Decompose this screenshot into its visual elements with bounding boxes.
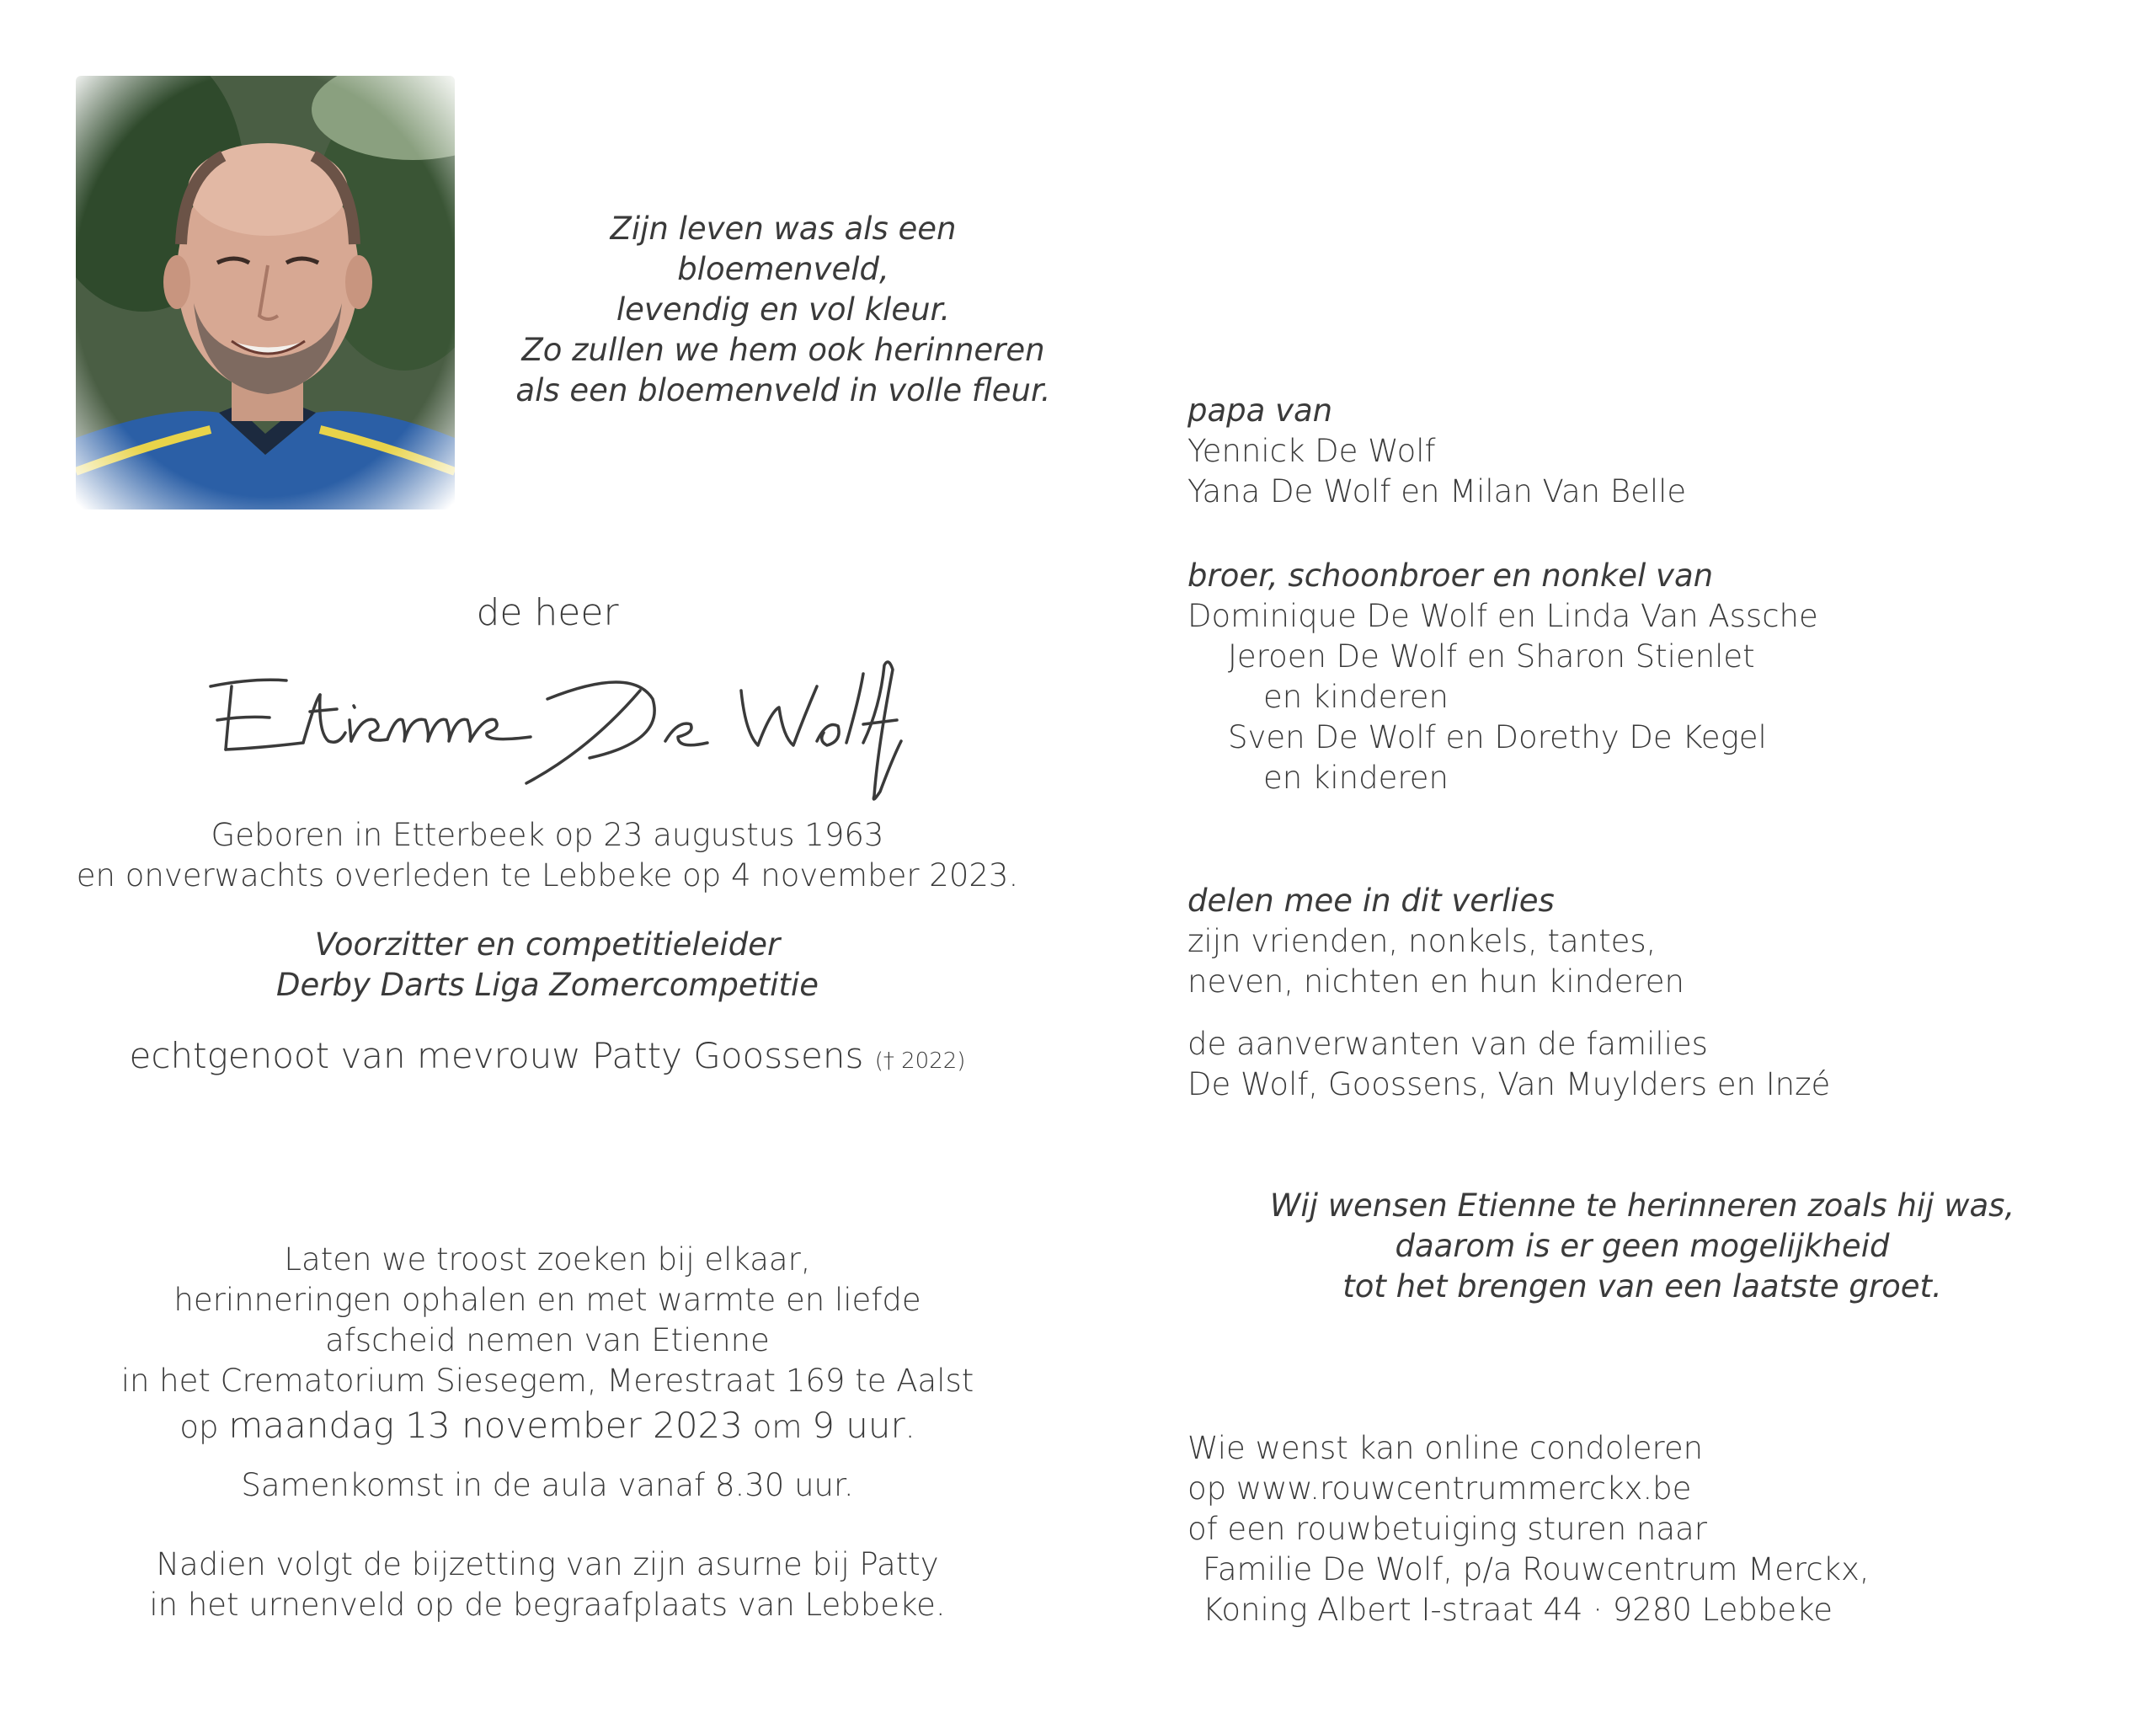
sibling-line: Jeroen De Wolf en Sharon Stienlet: [1228, 638, 1755, 675]
time-prefix: om: [752, 1409, 803, 1445]
ceremony: [84, 1240, 1011, 1452]
ceremony-line: in het Crematorium Siesegem, Merestraat 169 te Aalst: [120, 1363, 974, 1399]
wish-line: tot het brengen van een laatste groet.: [1342, 1268, 1942, 1305]
wish-line: Wij wensen Etienne te herinneren zoals hij was,: [1269, 1187, 2015, 1224]
condolence-website: op www.rouwcentrummerckx.be: [1187, 1470, 1692, 1507]
condolence-line: Wie wenst kan online condoleren: [1187, 1430, 1704, 1466]
address-line: Familie De Wolf, p/a Rouwcentrum Merckx,: [1203, 1551, 1870, 1587]
portrait-photo: [76, 76, 455, 510]
ceremony-line: Laten we troost zoeken bij elkaar,: [284, 1241, 811, 1278]
condolence: [1187, 1428, 2114, 1630]
wish-line: daarom is er geen mogelijkheid: [1395, 1228, 1890, 1264]
death-line: en onverwachts overleden te Lebbeke op 4 november 2023.: [76, 857, 1019, 894]
spouse-note: († 2022): [874, 1048, 966, 1074]
ceremony-date: maandag 13 november 2023: [228, 1405, 743, 1446]
ceremony-line: afscheid nemen van Etienne: [325, 1322, 770, 1358]
sibling-line: en kinderen: [1263, 679, 1449, 715]
poem-line: levendig en vol kleur.: [616, 291, 951, 328]
role: [194, 925, 901, 1006]
poem-line: als een bloemenveld in volle fleur.: [515, 372, 1051, 408]
burial-line: in het urnenveld op de begraafplaats van Lebbeke.: [149, 1587, 946, 1623]
poem-line: bloemenveld,: [677, 251, 889, 287]
burial-line: Nadien volgt de bijzetting van zijn asurne bij Patty: [156, 1546, 939, 1582]
papa-section: [1187, 391, 2030, 512]
birth-line: Geboren in Etterbeek op 23 augustus 1963: [211, 817, 884, 853]
poem: [472, 209, 1095, 411]
share-section: [1187, 881, 2030, 1002]
ceremony-date-line: [84, 1401, 1011, 1452]
share-label: delen mee in dit verlies: [1187, 883, 1555, 919]
condolence-line: of een rouwbetuiging sturen naar: [1187, 1511, 1707, 1547]
sibling-label: broer, schoonbroer en nonkel van: [1187, 558, 1714, 594]
papa-label: papa van: [1187, 392, 1333, 429]
ceremony-time: 9 uur: [812, 1405, 905, 1446]
wish: [1179, 1186, 2105, 1307]
name-signature: [194, 648, 918, 808]
time-suffix: .: [905, 1409, 915, 1445]
role-line: Derby Darts Liga Zomercompetitie: [276, 967, 819, 1003]
spouse-text: echtgenoot van mevrouw Patty Goossens: [129, 1035, 864, 1076]
poem-line: Zo zullen we hem ook herinneren: [521, 332, 1045, 368]
share-line: zijn vrienden, nonkels, tantes,: [1187, 923, 1657, 959]
date-prefix: op: [179, 1409, 219, 1445]
burial: [67, 1545, 1027, 1625]
relatives-line: de aanverwanten van de families: [1187, 1026, 1708, 1062]
sibling-line: en kinderen: [1263, 760, 1449, 796]
address-line: Koning Albert I-straat 44 · 9280 Lebbeke: [1203, 1592, 1833, 1628]
sibling-line: Sven De Wolf en Dorethy De Kegel: [1228, 719, 1767, 755]
spouse: [51, 1032, 1044, 1085]
ceremony-line: herinneringen ophalen en met warmte en liefde: [173, 1282, 921, 1318]
relatives-section: [1187, 1024, 2030, 1105]
child-name: Yennick De Wolf: [1187, 433, 1436, 469]
sibling-line: Dominique De Wolf en Linda Van Assche: [1187, 598, 1818, 634]
share-line: neven, nichten en hun kinderen: [1187, 963, 1684, 1000]
birth-death: [67, 815, 1027, 896]
role-line: Voorzitter en competitieleider: [314, 926, 781, 963]
salutation: de heer: [476, 591, 619, 634]
poem-line: Zijn leven was als een: [610, 211, 957, 247]
relatives-line: De Wolf, Goossens, Van Muylders en Inzé: [1187, 1066, 1831, 1102]
sibling-section: [1187, 556, 2030, 798]
gathering: Samenkomst in de aula vanaf 8.30 uur.: [241, 1467, 854, 1503]
child-name: Yana De Wolf en Milan Van Belle: [1187, 473, 1687, 510]
